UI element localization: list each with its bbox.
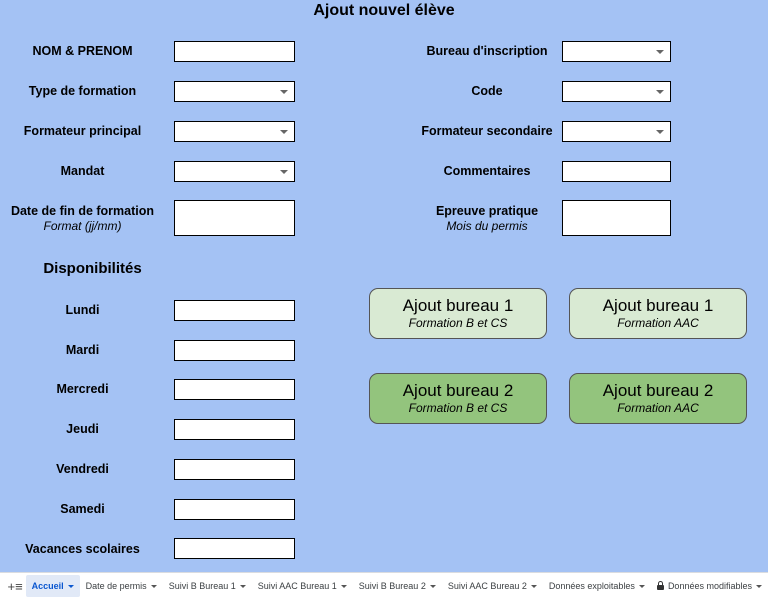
button-sub-label: Formation B et CS [408,316,508,330]
button-main-label: Ajout bureau 1 [602,296,714,315]
epreuve-pratique-input[interactable] [562,200,671,236]
vacances-scolaires-input[interactable] [174,538,295,559]
tab-accueil[interactable] [26,575,80,597]
tab-suivi-aac-bureau-1[interactable] [252,575,353,597]
type-formation-dropdown[interactable] [174,81,295,102]
label-epreuve-pratique-text: Epreuve pratique [435,204,539,218]
mardi-input[interactable] [174,340,295,361]
label-samedi: Samedi [60,502,105,516]
jeudi-input[interactable] [174,419,295,440]
button-sub-label: Formation B et CS [408,401,508,415]
label-formateur-principal: Formateur principal [23,124,142,138]
label-date-fin-formation [4,204,161,234]
add-sheet-icon[interactable]: + [7,578,16,594]
mandat-dropdown[interactable] [174,161,295,182]
label-mois-permis-hint: Mois du permis [446,219,528,233]
vendredi-input[interactable] [174,459,295,480]
mercredi-input[interactable] [174,379,295,400]
label-date-fin-formation-text: Date de fin de formation [10,204,155,218]
disponibilites-heading: Disponibilités [43,260,142,277]
formateur-secondaire-dropdown[interactable] [562,121,671,142]
label-mandat: Mandat [60,164,105,178]
label-mardi: Mardi [65,343,100,357]
tab-label: Suivi B Bureau 1 [168,581,236,591]
label-vendredi: Vendredi [56,462,109,476]
samedi-input[interactable] [174,499,295,520]
chevron-down-icon [341,585,347,588]
label-date-format-hint: Format (jj/mm) [43,219,122,233]
label-epreuve-pratique [417,204,557,234]
label-code: Code [471,84,503,98]
chevron-down-icon [240,585,246,588]
tab-label: Accueil [31,581,64,591]
date-fin-formation-input[interactable] [174,200,295,236]
code-dropdown[interactable] [562,81,671,102]
tab-label: Données exploitables [548,581,635,591]
commentaires-input[interactable] [562,161,671,182]
label-mercredi: Mercredi [56,382,109,396]
ajout-bureau-1-b-cs-button[interactable] [369,288,547,339]
tab-donnees-exploitables[interactable] [543,575,651,597]
page-title: Ajout nouvel élève [313,2,455,19]
tab-donnees-modifiables[interactable] [651,575,768,597]
tab-date-de-permis[interactable] [80,575,163,597]
label-jeudi: Jeudi [66,422,99,436]
sheet-tab-bar [0,572,768,599]
tab-suivi-aac-bureau-2[interactable] [442,575,543,597]
all-sheets-menu-icon[interactable]: ≡ [15,578,23,594]
tab-label: Suivi AAC Bureau 2 [447,581,527,591]
label-vacances-scolaires: Vacances scolaires [25,542,140,556]
button-sub-label: Formation AAC [617,316,699,330]
tab-label: Données modifiables [667,581,752,591]
label-lundi: Lundi [65,303,100,317]
label-commentaires: Commentaires [443,164,531,178]
lock-icon [657,585,664,590]
label-bureau-inscription: Bureau d'inscription [426,44,548,58]
bureau-inscription-dropdown[interactable] [562,41,671,62]
button-main-label: Ajout bureau 2 [402,381,514,400]
ajout-bureau-1-aac-button[interactable] [569,288,747,339]
label-nom-prenom: NOM & PRENOM [32,44,133,58]
button-main-label: Ajout bureau 2 [602,381,714,400]
chevron-down-icon [531,585,537,588]
tab-suivi-b-bureau-2[interactable] [353,575,442,597]
chevron-down-icon [151,585,157,588]
label-formateur-secondaire: Formateur secondaire [421,124,553,138]
label-type-formation: Type de formation [28,84,137,98]
chevron-down-icon [68,585,74,588]
ajout-bureau-2-b-cs-button[interactable] [369,373,547,424]
formateur-principal-dropdown[interactable] [174,121,295,142]
chevron-down-icon [756,585,762,588]
lundi-input[interactable] [174,300,295,321]
tab-label: Suivi B Bureau 2 [358,581,426,591]
button-sub-label: Formation AAC [617,401,699,415]
ajout-bureau-2-aac-button[interactable] [569,373,747,424]
chevron-down-icon [639,585,645,588]
tab-label: Suivi AAC Bureau 1 [257,581,337,591]
nom-prenom-input[interactable] [174,41,295,62]
button-main-label: Ajout bureau 1 [402,296,514,315]
tab-suivi-b-bureau-1[interactable] [163,575,252,597]
tab-label: Date de permis [85,581,147,591]
chevron-down-icon [430,585,436,588]
